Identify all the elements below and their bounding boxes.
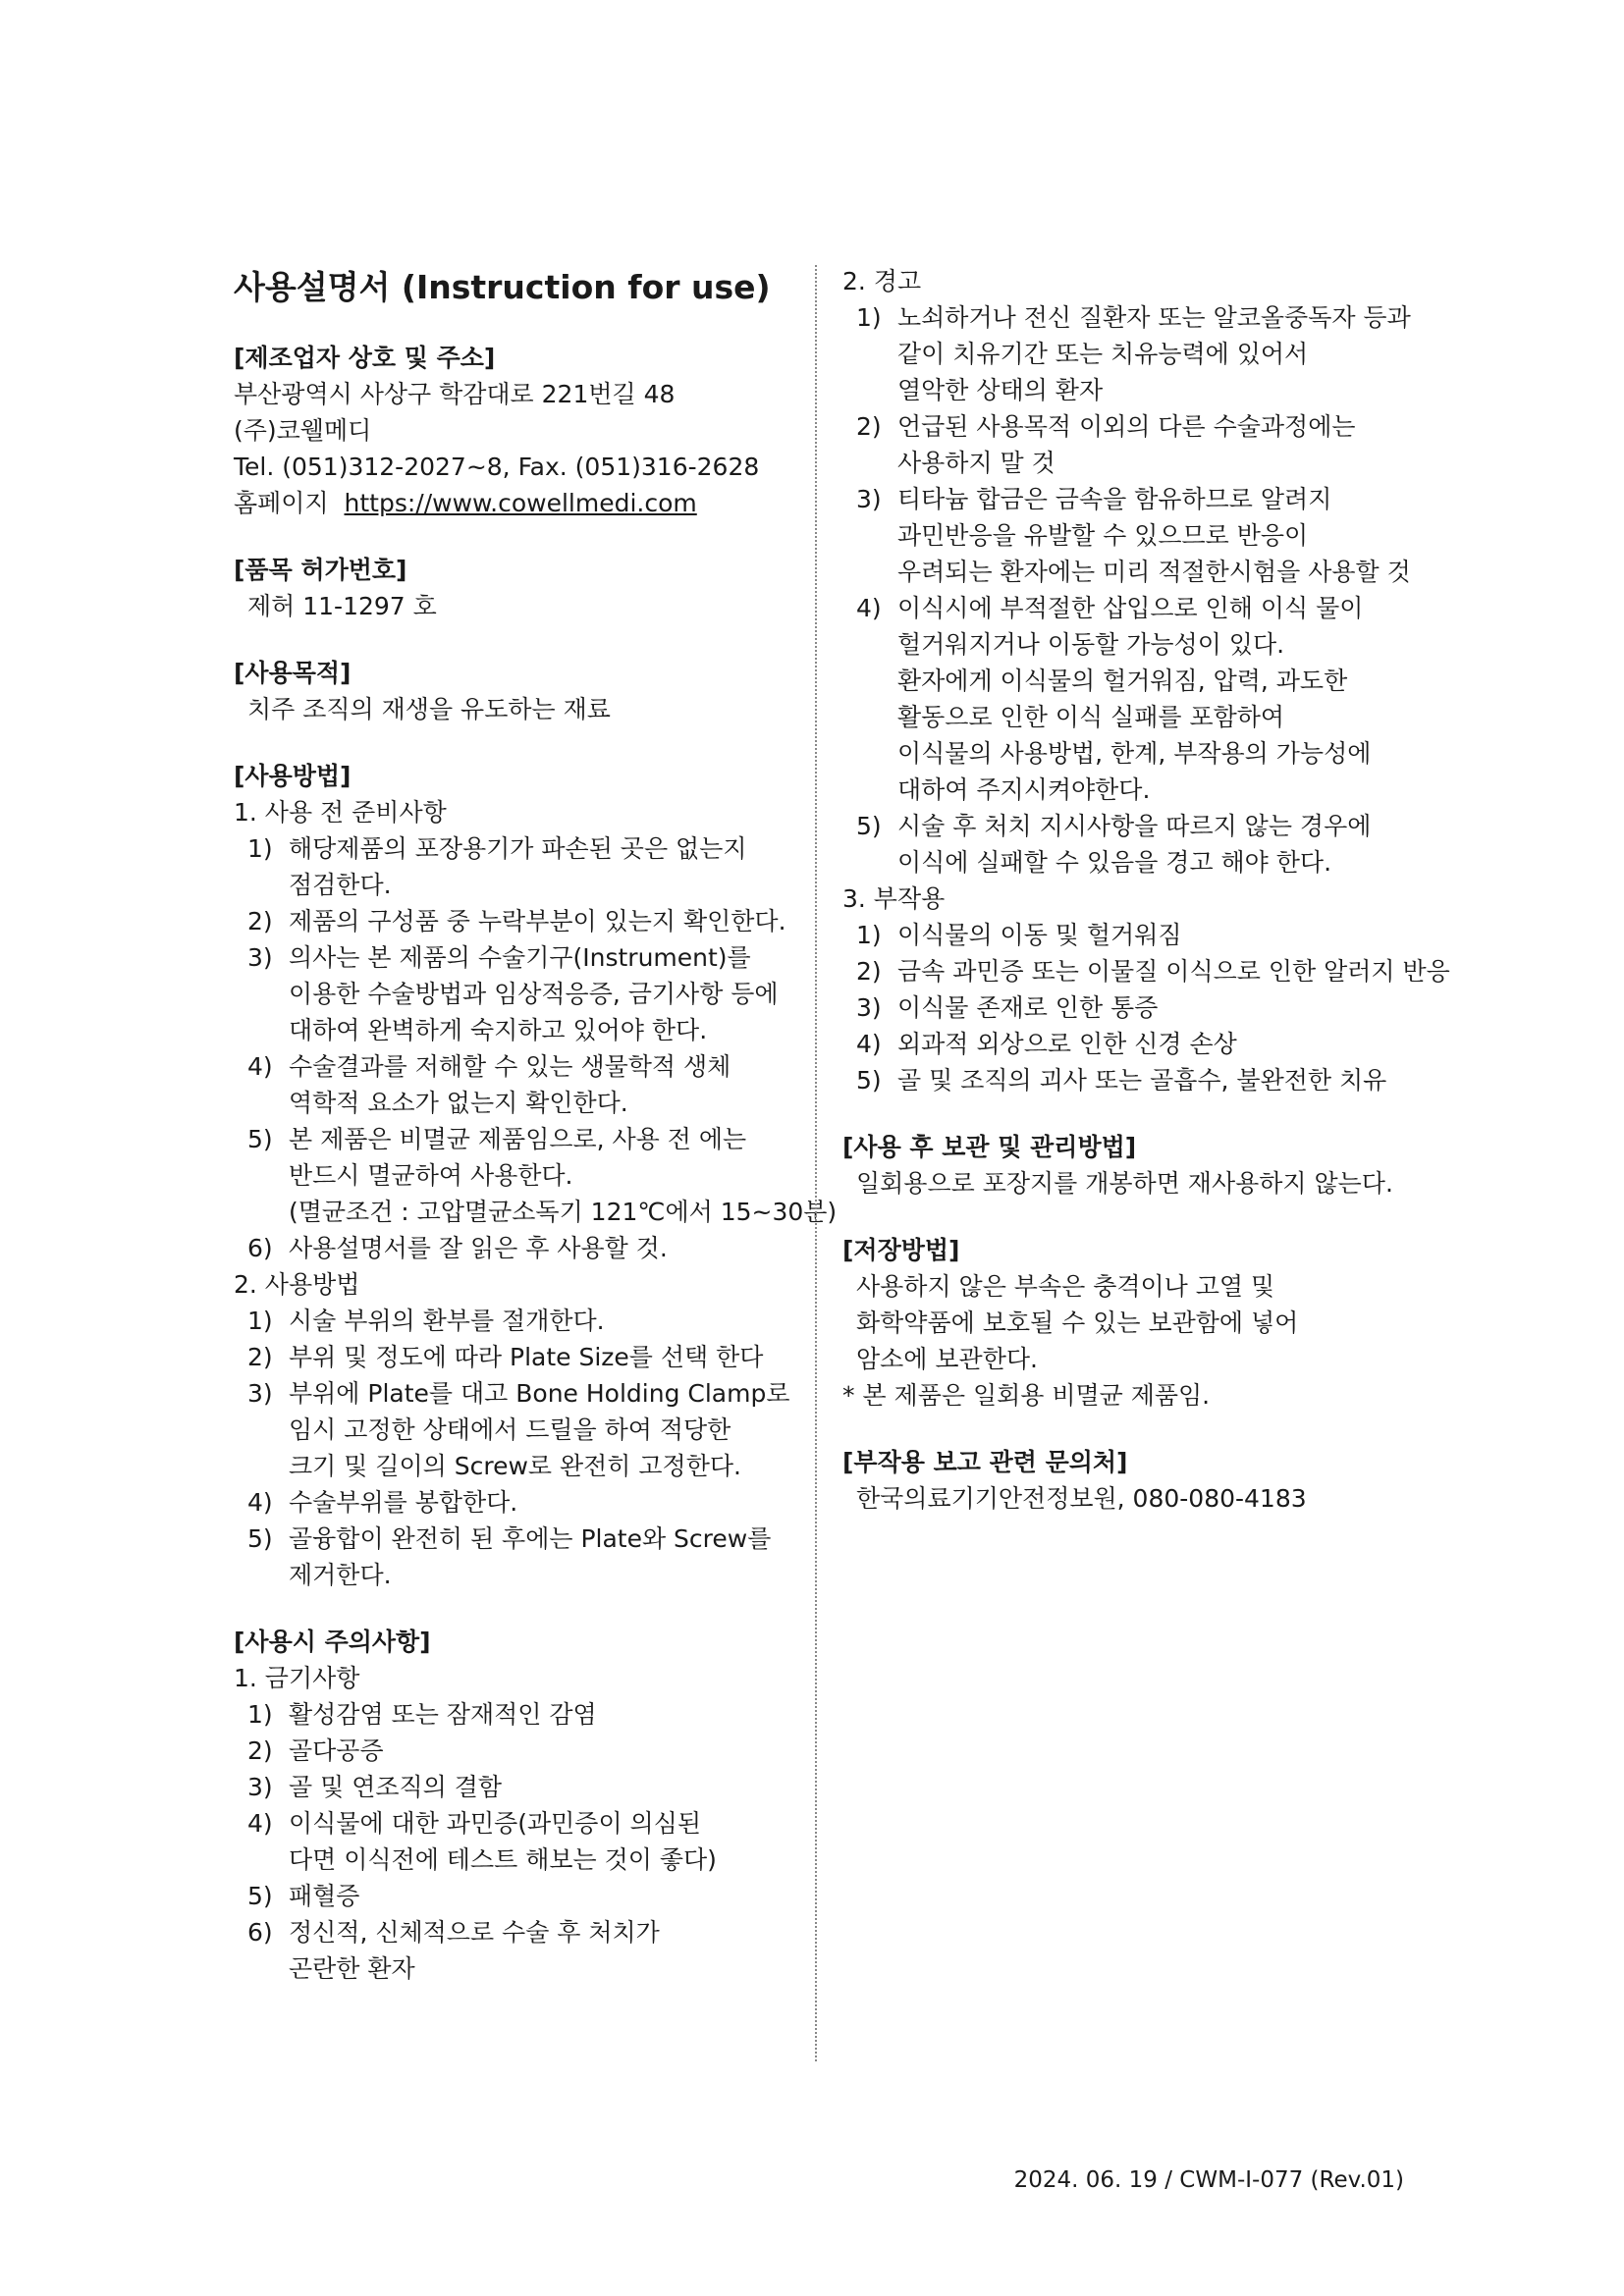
item-text [289,1484,785,1521]
item-text [289,1230,785,1266]
report-heading: [부작용 보고 관련 문의처] [842,1448,1128,1476]
item-line: 헐거워지거나 이동할 가능성이 있다. [897,630,1285,659]
item-line: 이식물의 이동 및 헐거워짐 [897,921,1182,949]
storage-line-2: 화학약품에 보호될 수 있는 보관함에 넣어 [856,1308,1299,1337]
item-line: 점검한다. [289,871,392,899]
list-item [842,590,1404,808]
item-number: 3) [856,993,882,1022]
list-item [234,1733,785,1769]
item-line: 역학적 요소가 없는지 확인한다. [289,1089,628,1117]
item-number: 4) [247,1809,273,1838]
list-item [234,1914,785,1987]
list-item [842,917,1404,953]
item-line: 크기 및 길이의 Screw로 완전히 고정한다. [289,1452,741,1480]
warnings-subheading: 2. 경고 [842,267,922,295]
permit-section [234,552,785,624]
item-number: 1) [247,1307,273,1335]
item-number: 5) [247,1882,273,1910]
usage-method-subheading: 2. 사용방법 [234,1270,360,1299]
report-section [842,1444,1404,1517]
item-line: 의사는 본 제품의 수술기구(Instrument)를 [289,943,751,972]
purpose-text: 치주 조직의 재생을 유도하는 재료 [247,695,611,723]
precautions-heading: [사용시 주의사항] [234,1628,431,1656]
list-item [234,1230,785,1266]
list-item [234,1048,785,1121]
item-line: 열악한 상태의 환자 [897,376,1104,404]
list-item [234,830,785,903]
usage-prep-subheading: 1. 사용 전 준비사항 [234,798,447,827]
item-line: 골 및 연조직의 결함 [289,1773,503,1801]
item-text [897,808,1404,881]
item-number: 3) [856,485,882,513]
item-line: 수술결과를 저해할 수 있는 생물학적 생체 [289,1052,731,1081]
item-number: 2) [247,1736,273,1765]
manufacturer-heading: [제조업자 상호 및 주소] [234,344,496,372]
item-number: 1) [247,1700,273,1729]
item-line: 활동으로 인한 이식 실패를 포함하여 [897,703,1285,731]
item-text [289,1878,785,1914]
list-item [234,1484,785,1521]
item-line: 부위에 Plate를 대고 Bone Holding Clamp로 [289,1379,790,1408]
item-line: 노쇠하거나 전신 질환자 또는 알코올중독자 등과 [897,303,1411,332]
usage-section [234,758,838,1593]
item-line: 금속 과민증 또는 이물질 이식으로 인한 알러지 반응 [897,957,1450,986]
item-number: 4) [247,1488,273,1517]
item-text [289,830,785,903]
column-divider [815,265,817,2061]
item-line: 곤란한 환자 [289,1954,415,1983]
purpose-heading: [사용목적] [234,659,352,687]
after-use-heading: [사용 후 보관 및 관리방법] [842,1133,1137,1161]
item-line: 환자에게 이식물의 헐거워짐, 압력, 과도한 [897,667,1348,695]
list-item [234,1339,785,1375]
item-text [897,1026,1404,1062]
after-use-text: 일회용으로 포장지를 개봉하면 재사용하지 않는다. [856,1169,1393,1198]
item-line: 정신적, 신체적으로 수술 후 처치가 [289,1918,660,1947]
item-text [897,299,1411,408]
list-item [234,1303,785,1339]
item-line: 골 및 조직의 괴사 또는 골흡수, 불완전한 치유 [897,1066,1387,1095]
item-text [289,1375,790,1484]
permit-heading: [품목 허가번호] [234,556,407,584]
item-line: 대하여 주지시켜야한다. [897,775,1151,804]
document-footer: 2024. 06. 19 / CWM-I-077 (Rev.01) [1013,2167,1404,2193]
item-line: 같이 치유기간 또는 치유능력에 있어서 [897,340,1309,368]
item-line: 해당제품의 포장용기가 파손된 곳은 없는지 [289,834,747,863]
item-line: 제거한다. [289,1561,392,1589]
manufacturer-section [234,340,785,521]
item-number: 2) [856,957,882,986]
list-item [842,1026,1404,1062]
item-line: (멸균조건 : 고압멸균소독기 121℃에서 15~30분) [289,1198,838,1226]
item-number: 5) [856,812,882,840]
manufacturer-company: (주)코웰메디 [234,416,372,445]
list-item [234,903,785,939]
item-number: 1) [856,921,882,949]
item-number: 4) [856,594,882,622]
item-text [289,1121,837,1230]
item-text [289,1339,785,1375]
prep-list [234,830,838,1266]
item-line: 이식물 존재로 인한 통증 [897,993,1159,1022]
item-line: 골다공증 [289,1736,384,1765]
item-number: 3) [247,1773,273,1801]
item-text [289,1303,785,1339]
item-line: 반드시 멸균하여 사용한다. [289,1161,573,1190]
item-number: 2) [247,1343,273,1371]
storage-line-1: 사용하지 않은 부속은 충격이나 고열 및 [856,1272,1275,1301]
item-text [897,917,1404,953]
item-line: 본 제품은 비멸균 제품임으로, 사용 전 에는 [289,1125,747,1153]
usage-heading: [사용방법] [234,762,352,790]
list-item [234,1769,785,1805]
item-text [897,481,1411,590]
homepage-link[interactable]: https://www.cowellmedi.com [344,489,697,517]
side-effects-list [842,917,1450,1098]
item-text [289,903,786,939]
precautions-section-left [234,1624,785,1987]
item-line: 이식시에 부적절한 삽입으로 인해 이식 물이 [897,594,1364,622]
right-column [842,263,1450,1547]
item-line: 사용설명서를 잘 읽은 후 사용할 것. [289,1234,668,1262]
list-item [842,1062,1404,1098]
item-line: 부위 및 정도에 따라 Plate Size를 선택 한다 [289,1343,764,1371]
item-line: 외과적 외상으로 인한 신경 손상 [897,1030,1237,1058]
item-line: 패혈증 [289,1882,360,1910]
after-use-section [842,1129,1404,1201]
item-text [897,590,1404,808]
list-item [842,408,1404,481]
item-text [897,989,1404,1026]
item-line: 언급된 사용목적 이외의 다른 수술과정에는 [897,412,1356,441]
homepage-line [234,485,785,521]
item-text [897,1062,1404,1098]
item-line: 시술 부위의 환부를 절개한다. [289,1307,605,1335]
left-column [234,263,838,2017]
list-item [234,1878,785,1914]
homepage-label: 홈페이지 [234,489,329,517]
list-item [234,1521,785,1593]
list-item [234,1805,785,1878]
item-text [289,1914,785,1987]
item-number: 6) [247,1918,273,1947]
item-number: 2) [856,412,882,441]
purpose-section [234,655,785,727]
list-item [842,481,1411,590]
item-line: 제품의 구성품 중 누락부분이 있는지 확인한다. [289,907,786,935]
item-number: 5) [856,1066,882,1095]
list-item [842,299,1411,408]
item-number: 4) [247,1052,273,1081]
warnings-section [842,263,1450,1098]
item-text [289,1733,785,1769]
item-number: 4) [856,1030,882,1058]
warnings-list [842,299,1411,881]
item-number: 3) [247,1379,273,1408]
item-number: 5) [247,1125,273,1153]
list-item [234,1696,785,1733]
item-line: 활성감염 또는 잠재적인 감염 [289,1700,597,1729]
item-number: 1) [247,834,273,863]
item-number: 5) [247,1524,273,1553]
item-line: 대하여 완벽하게 숙지하고 있어야 한다. [289,1016,708,1044]
item-number: 6) [247,1234,273,1262]
storage-section [842,1232,1404,1414]
item-line: 사용하지 말 것 [897,449,1056,477]
item-line: 임시 고정한 상태에서 드릴을 하여 적당한 [289,1415,731,1444]
list-item [234,1375,790,1484]
item-text [897,408,1404,481]
storage-line-3: 암소에 보관한다. [856,1345,1038,1373]
manufacturer-address: 부산광역시 사상구 학감대로 221번길 48 [234,380,676,408]
storage-note: * 본 제품은 일회용 비멸균 제품임. [842,1381,1211,1410]
manufacturer-tel: Tel. (051)312-2027~8, Fax. (051)316-2628 [234,453,760,481]
method-list [234,1303,790,1593]
document-title: 사용설명서 (Instruction for use) [234,268,771,306]
contra-list [234,1696,785,1987]
list-item [234,939,785,1048]
item-line: 다면 이식전에 테스트 해보는 것이 좋다) [289,1845,717,1874]
item-text [289,1805,785,1878]
item-text [289,1048,785,1121]
item-number: 1) [856,303,882,332]
report-contact: 한국의료기기안전정보원, 080-080-4183 [856,1484,1307,1513]
list-item [842,989,1404,1026]
list-item [842,953,1450,989]
side-effects-subheading: 3. 부작용 [842,884,946,913]
item-number: 3) [247,943,273,972]
item-text [289,1521,785,1593]
storage-heading: [저장방법] [842,1236,960,1264]
item-line: 골융합이 완전히 된 후에는 Plate와 Screw를 [289,1524,772,1553]
permit-number: 제허 11-1297 호 [247,592,437,620]
item-text [289,1769,785,1805]
item-text [897,953,1450,989]
item-line: 티타늄 합금은 금속을 함유하므로 알려지 [897,485,1332,513]
item-line: 우려되는 환자에는 미리 적절한시험을 사용할 것 [897,558,1411,586]
item-line: 시술 후 처치 지시사항을 따르지 않는 경우에 [897,812,1372,840]
item-line: 이식물의 사용방법, 한계, 부작용의 가능성에 [897,739,1372,768]
item-line: 수술부위를 봉합한다. [289,1488,518,1517]
list-item [234,1121,838,1230]
item-line: 이식물에 대한 과민증(과민증이 의심된 [289,1809,701,1838]
item-line: 이용한 수술방법과 임상적응증, 금기사항 등에 [289,980,779,1008]
item-text [289,939,785,1048]
item-line: 과민반응을 유발할 수 있으므로 반응이 [897,521,1309,550]
list-item [842,808,1404,881]
item-line: 이식에 실패할 수 있음을 경고 해야 한다. [897,848,1332,877]
contra-subheading: 1. 금기사항 [234,1664,360,1692]
item-number: 2) [247,907,273,935]
item-text [289,1696,785,1733]
